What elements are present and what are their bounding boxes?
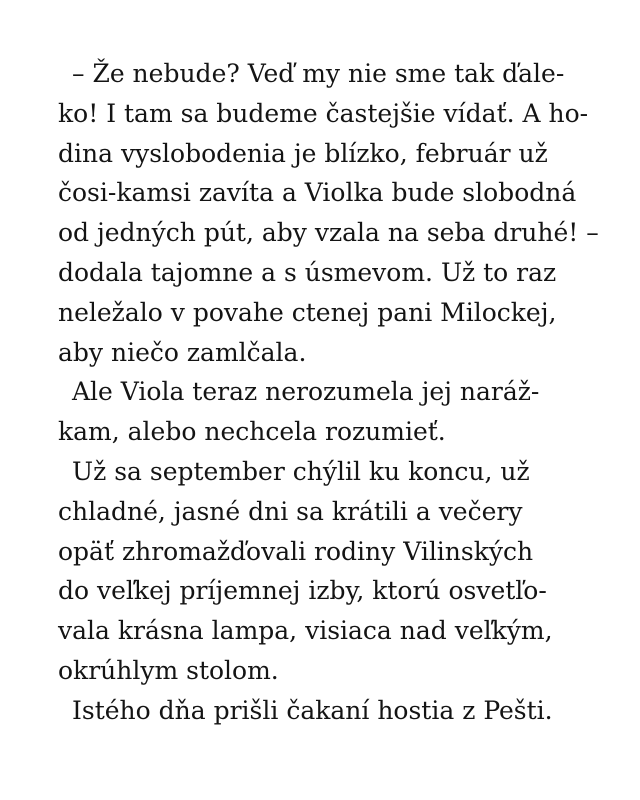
text-line: Už sa september chýlil ku koncu, už (72, 456, 530, 486)
text-line: – Že nebude? Veď my nie sme tak ďale- (72, 59, 565, 88)
text-line: kam, alebo nechcela rozumieť. (58, 417, 446, 447)
text-line: aby niečo zamlčala. (58, 337, 307, 367)
text-line: ko! I tam sa budeme častejšie vídať. A ho- (58, 98, 589, 128)
text-line: dodala tajomne a s úsmevom. Už to raz (58, 257, 557, 287)
text-line: Istého dňa prišli čakaní hostia z Pešti. (72, 695, 553, 725)
text-line: čosi-kamsi zavíta a Violka bude slobodná (58, 178, 577, 208)
text-line: chladné, jasné dni sa krátili a večery (58, 496, 523, 526)
text-line: opäť zhromažďovali rodiny Vilinských (58, 536, 534, 566)
text-line: neležalo v povahe ctenej pani Milockej, (58, 297, 557, 327)
text-line: vala krásna lampa, visiaca nad veľkým, (58, 616, 553, 646)
text-line: od jedných pút, aby vzala na seba druhé! – (58, 218, 599, 248)
text-line: okrúhlym stolom. (58, 655, 279, 685)
text-line: Ale Viola teraz nerozumela jej naráž- (72, 377, 540, 407)
text-line: dina vyslobodenia je blízko, február už (58, 138, 548, 168)
body-text (58, 54, 598, 731)
text-line: do veľkej príjemnej izby, ktorú osvetľo- (58, 576, 547, 606)
